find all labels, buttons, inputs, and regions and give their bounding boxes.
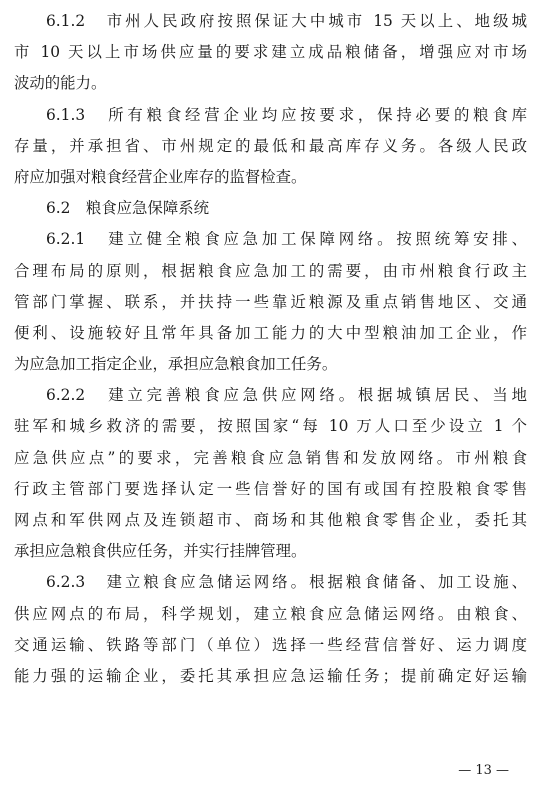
paragraph-6-2-2-line-2: 驻军和城乡救济的需要，按照国家“每 10 万人口至少设立 1 个 [14,417,527,436]
paragraph-6-2-2-line-4: 行政主管部门要选择认定一些信誉好的国有或国有控股粮食零售 [14,479,527,498]
paragraph-6-1-2-line-3: 波动的能力。 [14,74,107,93]
paragraph-6-2-3-line-4: 能力强的运输企业，委托其承担应急运输任务；提前确定好运输 [14,666,527,685]
document-body [14,6,527,692]
paragraph-6-2-3-line-2: 供应网点的布局，科学规划，建立粮食应急储运网络。由粮食、 [14,604,527,623]
paragraph-6-1-3-line-2: 存量，并承担省、市州规定的最低和最高库存义务。各级人民政 [14,136,527,155]
paragraph-6-2-2-line-1: 6.2.2 建立完善粮食应急供应网络。根据城镇居民、当地 [46,386,527,405]
paragraph-6-2-2-line-3: 应急供应点”的要求，完善粮食应急销售和发放网络。市州粮食 [14,448,527,467]
page-number: — 13 — [458,763,509,778]
paragraph-6-2-1-line-1: 6.2.1 建立健全粮食应急加工保障网络。按照统筹安排、 [46,230,527,249]
paragraph-6-2-2-line-5: 网点和军供网点及连锁超市、商场和其他粮食零售企业，委托其 [14,511,527,529]
paragraph-6-2-1-line-3: 管部门掌握、联系，并扶持一些靠近粮源及重点销售地区、交通 [14,292,527,311]
paragraph-6-2-2-line-6: 承担应急粮食供应任务，并实行挂牌管理。 [14,542,307,561]
paragraph-6-1-2-line-2: 市 10 天以上市场供应量的要求建立成品粮储备，增强应对市场 [14,43,527,62]
paragraph-6-2-3-line-3: 交通运输、铁路等部门（单位）选择一些经营信誉好、运力调度 [14,635,527,654]
paragraph-6-1-3-line-1: 6.1.3 所有粮食经营企业均应按要求，保持必要的粮食库 [46,105,527,124]
paragraph-6-2-1-line-2: 合理布局的原则，根据粮食应急加工的需要，由市州粮食行政主 [14,261,527,280]
paragraph-6-2-3-line-1: 6.2.3 建立粮食应急储运网络。根据粮食储备、加工设施、 [46,573,527,592]
section-heading-6-2: 6.2 粮食应急保障系统 [46,199,209,218]
paragraph-6-2-1-line-4: 便利、设施较好且常年具备加工能力的大中型粮油加工企业，作 [14,323,527,342]
paragraph-6-1-2-line-1: 6.1.2 市州人民政府按照保证大中城市 15 天以上、地级城 [46,12,527,30]
paragraph-6-2-1-line-5: 为应急加工指定企业，承担应急粮食加工任务。 [14,355,338,374]
paragraph-6-1-3-line-3: 府应加强对粮食经营企业库存的监督检查。 [14,167,307,186]
